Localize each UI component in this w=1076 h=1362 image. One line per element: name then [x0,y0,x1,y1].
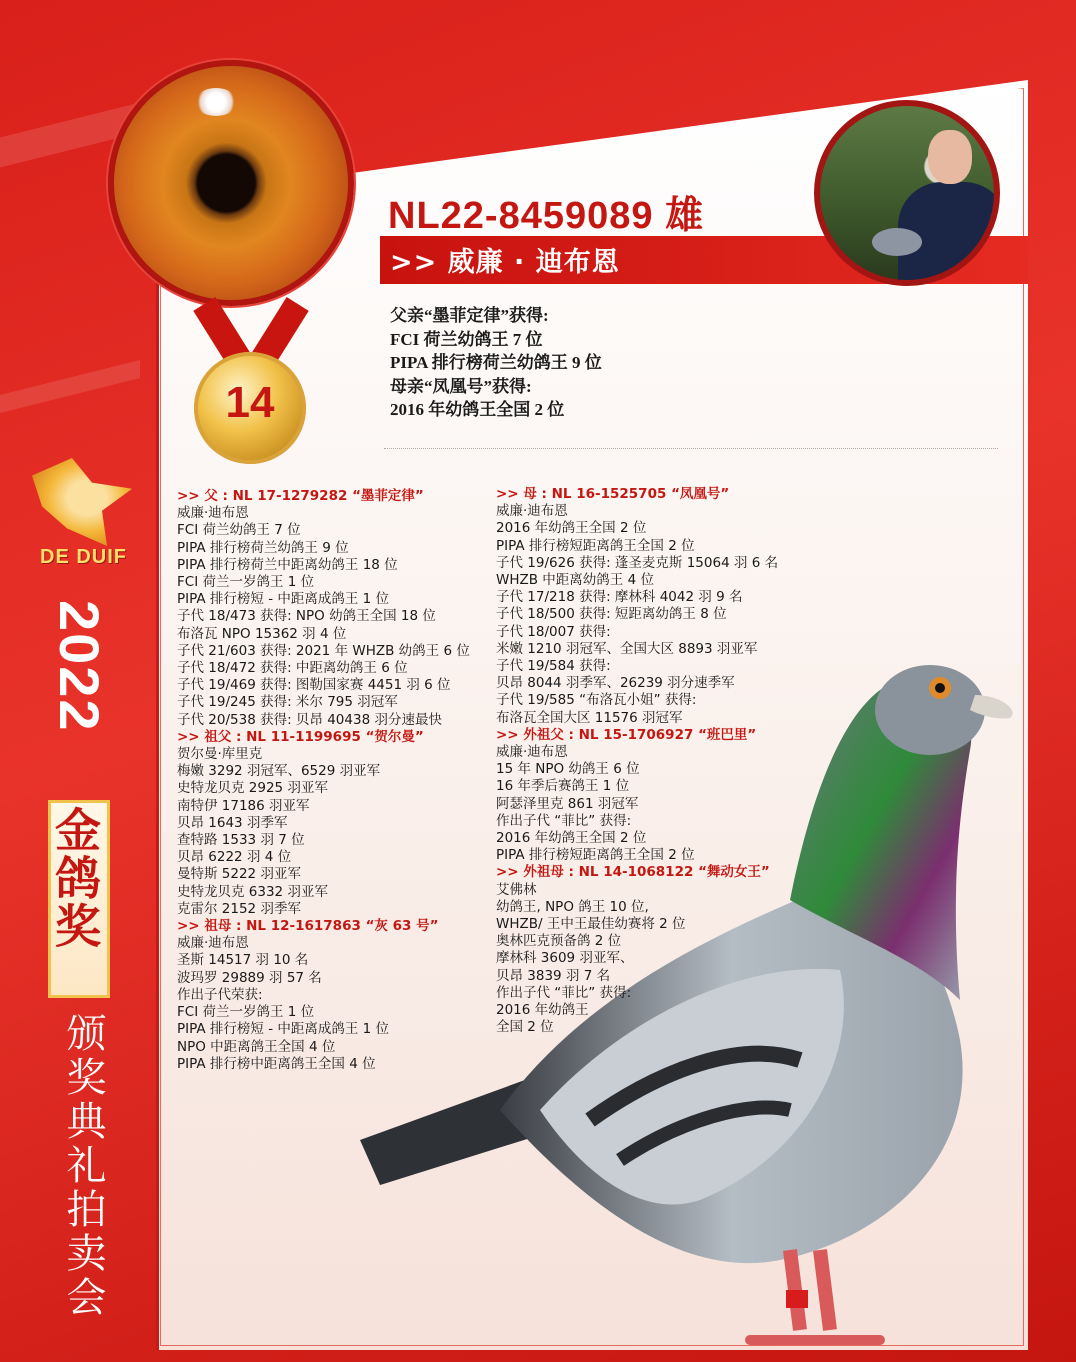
breeder-name: >> 威廉 · 迪布恩 [390,247,620,278]
pedigree-line: 作出子代 “菲比” 获得: [496,984,632,1001]
pigeon-pupil [935,683,945,693]
summary-block [390,304,602,422]
vertical-year: 2022 [48,600,111,733]
pedigree-line: 波玛罗 29889 羽 57 名 [177,969,322,986]
pedigree-line: FCI 荷兰一岁鸽王 1 位 [177,1004,315,1021]
de-duif-logo [32,458,132,546]
pedigree-line: 2016 年幼鸽王 [496,1002,589,1019]
pedigree-line: 梅嫩 3292 羽冠军、6529 羽亚军 [177,763,381,780]
pedigree-heading: >> 母 : NL 16-1525705 “凤凰号” [496,486,730,502]
summary-line: 父亲“墨菲定律”获得: [390,306,549,325]
ring-id: NL22-8459089 雄 [388,195,705,237]
pedigree-line: 南特伊 17186 羽亚军 [177,797,310,814]
summary-line: 母亲“凤凰号”获得: [390,376,532,396]
pedigree-line: WHZB/ 王中王最佳幼赛将 2 位 [496,916,686,933]
pedigree-line: 艾佛林 [496,881,537,898]
eye-glint [194,88,238,116]
pedigree-line: 圣斯 14517 羽 10 名 [177,952,309,969]
pedigree-line: 幼鸽王, NPO 鸽王 10 位, [496,898,649,915]
pedigree-line: 子代 19/469 获得: 图勒国家赛 4451 羽 6 位 [177,677,451,694]
pedigree-line: 贝昂 3839 羽 7 名 [496,967,611,984]
pedigree-line: 威廉·迪布恩 [496,503,568,520]
vertical-gold-title: 金鸽奖 [48,806,102,950]
pedigree-line: FCI 荷兰幼鸽王 7 位 [177,522,301,539]
pedigree-line: 子代 19/626 获得: 蓬圣麦克斯 15064 羽 6 名 [496,554,779,571]
pedigree-line: 威廉·迪布恩 [177,505,249,522]
breeder-head [928,130,972,184]
medal-number: 14 [225,378,275,427]
pedigree-line: 子代 19/584 获得: [496,658,611,675]
pigeon-head [875,665,985,755]
pedigree-line: 2016 年幼鸽王全国 2 位 [496,520,647,537]
pedigree-line: PIPA 排行榜短 - 中距离成鸽王 1 位 [177,591,390,608]
pedigree-line: PIPA 排行榜短 - 中距离成鸽王 1 位 [177,1021,390,1038]
pedigree-line: 史特龙贝克 6332 羽亚军 [177,883,328,900]
pedigree-line: 威廉·迪布恩 [496,744,568,761]
pedigree-line: 布洛瓦 NPO 15362 羽 4 位 [177,625,347,642]
pedigree-line: 贺尔曼·库里克 [177,746,263,763]
pedigree-line: 曼特斯 5222 羽亚军 [177,866,301,883]
pedigree-line: 贝昂 8044 羽季军、26239 羽分速季军 [496,675,735,692]
pedigree-line: 15 年 NPO 幼鸽王 6 位 [496,761,640,778]
pedigree-line: 子代 17/218 获得: 摩林科 4042 羽 9 名 [496,589,743,606]
pedigree-line: 克雷尔 2152 羽季军 [177,900,301,917]
pedigree-sire-column [177,488,470,1073]
pedigree-line: 子代 18/500 获得: 短距离幼鸽王 8 位 [496,606,727,623]
pigeon-ring [786,1290,808,1308]
pedigree-line: PIPA 排行榜短距离鸽王全国 2 位 [496,537,695,554]
pedigree-line: WHZB 中距离幼鸽王 4 位 [496,572,654,589]
pedigree-heading: >> 祖母 : NL 12-1617863 “灰 63 号” [177,918,439,935]
pedigree-line: 贝昂 1643 羽季军 [177,814,288,831]
pedigree-line: PIPA 排行榜中距离鸽王全国 4 位 [177,1055,376,1072]
held-pigeon [872,228,922,256]
background-streak [0,360,140,418]
pedigree-line: FCI 荷兰一岁鸽王 1 位 [177,574,315,591]
pedigree-line: 子代 18/007 获得: [496,623,611,640]
vertical-ceremony-title: 颁奖典礼拍卖会 [60,1012,106,1320]
pedigree-line: 子代 18/472 获得: 中距离幼鸽王 6 位 [177,660,408,677]
pedigree-line: 贝昂 6222 羽 4 位 [177,849,292,866]
pedigree-line: 2016 年幼鸽王全国 2 位 [496,830,647,847]
pedigree-heading: >> 祖父 : NL 11-1199695 “贺尔曼” [177,728,424,745]
pedigree-line: PIPA 排行榜荷兰幼鸽王 9 位 [177,539,349,556]
pedigree-heading: >> 外祖父 : NL 15-1706927 “班巴里” [496,726,757,743]
pedigree-line: 子代 21/603 获得: 2021 年 WHZB 幼鸽王 6 位 [177,642,470,659]
summary-line: 2016 年幼鸽王全国 2 位 [390,400,565,419]
pedigree-line: 子代 19/585 “布洛瓦小姐” 获得: [496,692,697,709]
pedigree-line: PIPA 排行榜荷兰中距离幼鸽王 18 位 [177,556,398,573]
summary-divider [384,448,998,449]
pedigree-line: 史特龙贝克 2925 羽亚军 [177,780,328,797]
pedigree-line: 子代 18/473 获得: NPO 幼鸽王全国 18 位 [177,608,436,625]
pedigree-line: 布洛瓦全国大区 11576 羽冠军 [496,709,683,726]
pedigree-heading: >> 外祖母 : NL 14-1068122 “舞动女王” [496,864,770,881]
pedigree-line: 查特路 1533 羽 7 位 [177,832,305,849]
pedigree-line: 威廉·迪布恩 [177,935,249,952]
pedigree-line: 子代 19/245 获得: 米尔 795 羽冠军 [177,694,398,711]
breeder-photo [814,100,1000,286]
pedigree-line: 作出子代 “菲比” 获得: [496,812,632,829]
logo-text: DE DUIF [40,546,127,568]
pedigree-line: 奥林匹克预备鸽 2 位 [496,933,622,950]
pedigree-line: 16 年季后赛鸽王 1 位 [496,778,630,795]
pedigree-heading: >> 父 : NL 17-1279282 “墨菲定律” [177,488,424,504]
summary-line: PIPA 排行榜荷兰幼鸽王 9 位 [390,353,602,372]
pedigree-dam-column [496,486,778,1037]
pedigree-line: 阿瑟泽里克 861 羽冠军 [496,795,639,812]
pedigree-line: NPO 中距离鸽王全国 4 位 [177,1038,336,1055]
summary-line: FCI 荷兰幼鸽王 7 位 [390,329,543,349]
pedigree-line: 米嫩 1210 羽冠军、全国大区 8893 羽亚军 [496,640,758,657]
pedigree-line: 子代 20/538 获得: 贝昂 40438 羽分速最快 [177,711,442,728]
pedigree-line: 作出子代荣获: [177,986,263,1003]
pedigree-line: 摩林科 3609 羽亚军、 [496,950,634,967]
pedigree-line: PIPA 排行榜短距离鸽王全国 2 位 [496,847,695,864]
pedigree-line: 全国 2 位 [496,1019,554,1036]
